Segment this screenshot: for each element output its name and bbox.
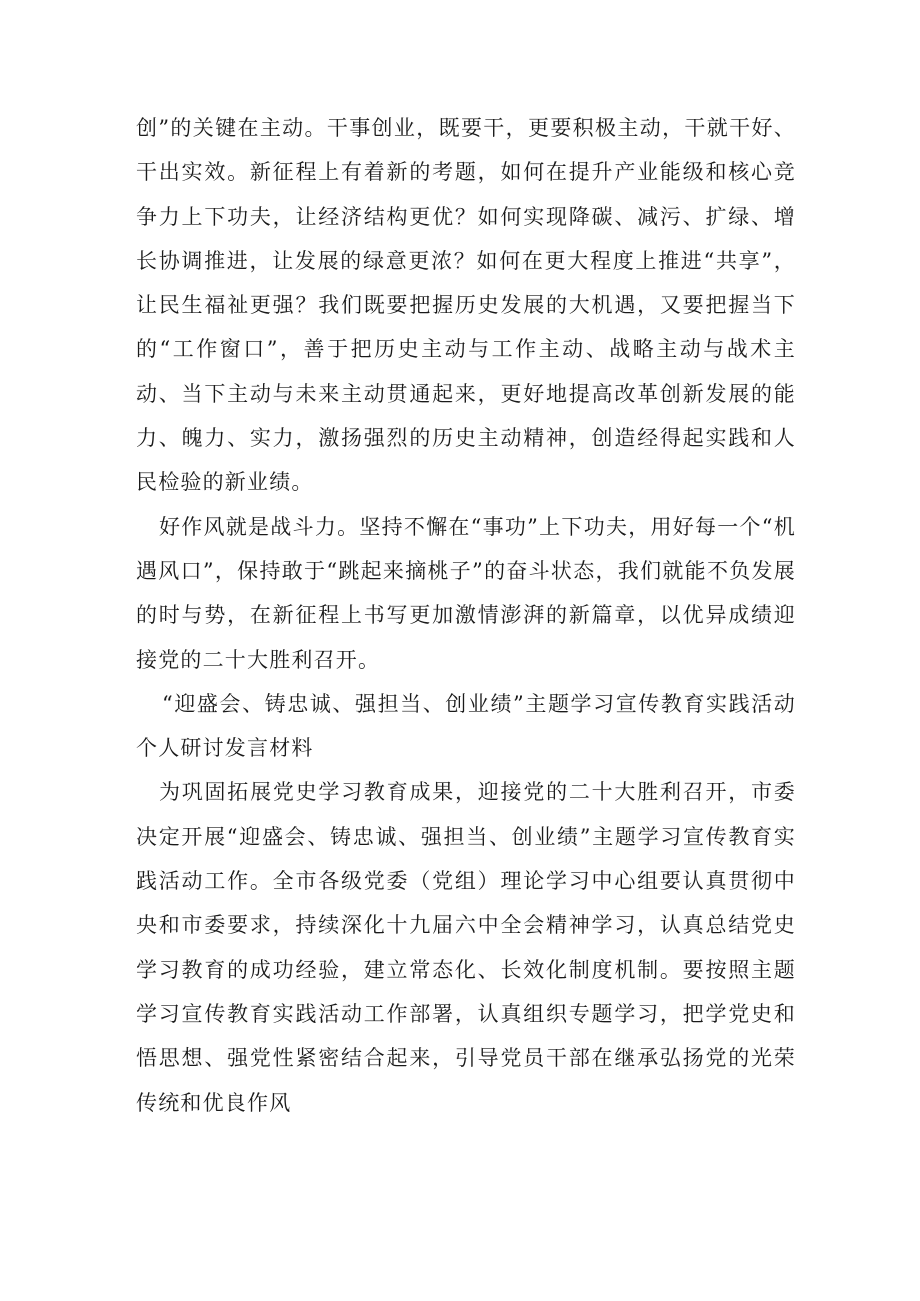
- paragraph-activity-intro: 为巩固拓展党史学习教育成果，迎接党的二十大胜利召开，市委决定开展“迎盛会、铸忠诚、强担当、创业绩”主题学习宣传教育实践活动工作。全市各级党委（党组）理论学习中心组要认真贯彻中央和市委要求，持续深化十九届六中全会精神学习，认真总结党史学习教育的成功经验，建立常态化、长效化制度机制。要按照主题学习宣传教育实践活动工作部署，认真组织专题学习，把学党史和悟思想、强党性紧密结合起来，引导党员干部在继承弘扬党的光荣传统和优良作风: [136, 780, 796, 1115]
- section-heading: “迎盛会、铸忠诚、强担当、创业绩”主题学习宣传教育实践活动个人研讨发言材料: [136, 691, 796, 761]
- paragraph-continuation: 创”的关键在主动。干事创业，既要干，更要积极主动，干就干好、干出实效。新征程上有着新的考题，如何在提升产业能级和核心竞争力上下功夫，让经济结构更优？如何实现降碳、减污、扩绿、增长协调推进，让发展的绿意更浓？如何在更大程度上推进“共享”，让民生福祉更强？我们既要把握历史发展的大机遇，又要把握当下的“工作窗口”，善于把历史主动与工作主动、战略主动与战术主动、当下主动与未来主动贯通起来，更好地提高改革创新发展的能力、魄力、实力，激扬强烈的历史主动精神，创造经得起实践和人民检验的新业绩。: [136, 116, 796, 495]
- document-body: [136, 106, 796, 1125]
- paragraph-work-style: 好作风就是战斗力。坚持不懈在“事功”上下功夫，用好每一个“机遇风口”，保持敢于“跳起来摘桃子”的奋斗状态，我们就能不负发展的时与势，在新征程上书写更加激情澎湃的新篇章，以优异成绩迎接党的二十大胜利召开。: [136, 514, 796, 672]
